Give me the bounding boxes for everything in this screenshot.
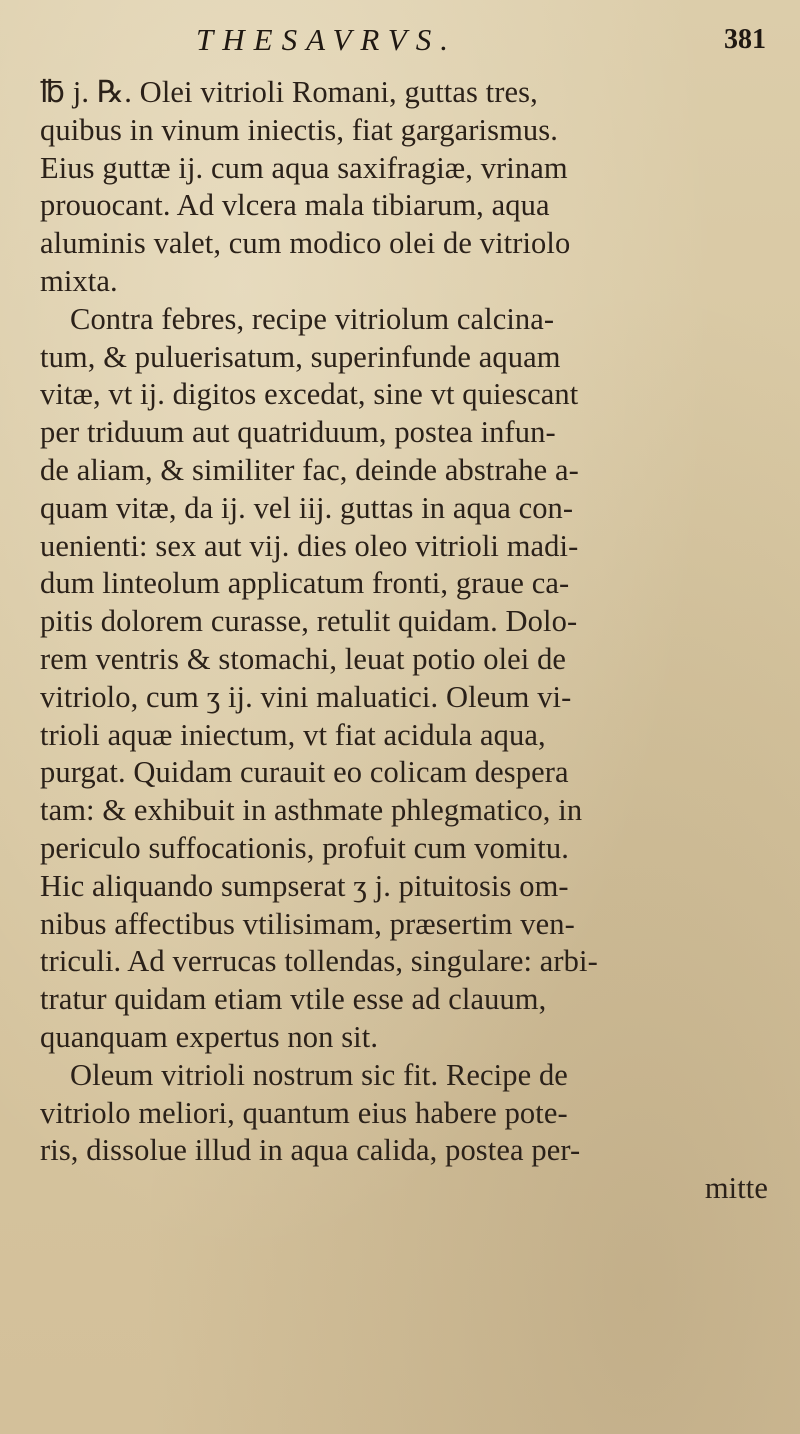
page-number: 381 bbox=[724, 24, 766, 55]
text-line: vitæ, vt ij. digitos excedat, sine vt quiescant bbox=[40, 377, 579, 412]
text-line: quam vitæ, da ij. vel iij. guttas in aqua con- bbox=[40, 490, 574, 525]
text-line: quanquam expertus non sit. bbox=[40, 1019, 379, 1054]
page-header bbox=[196, 22, 766, 62]
body-text bbox=[40, 74, 780, 1208]
text-line: quibus in vinum iniectis, fiat gargarismus. bbox=[40, 112, 558, 147]
text-line: uenienti: sex aut vij. dies oleo vitrioli madi- bbox=[40, 528, 579, 563]
text-line: aluminis valet, cum modico olei de vitriolo bbox=[40, 226, 571, 261]
paragraph-start-line: Oleum vitrioli nostrum sic fit. Recipe de bbox=[70, 1057, 568, 1092]
text-line: dum linteolum applicatum fronti, graue ca- bbox=[40, 566, 570, 601]
text-line: tratur quidam etiam vtile esse ad clauum, bbox=[40, 982, 547, 1017]
text-line: pitis dolorem curasse, retulit quidam. Dolo- bbox=[40, 604, 578, 639]
text-line: Hic aliquando sumpserat ʒ j. pituitosis om- bbox=[40, 868, 569, 903]
text-line: triculi. Ad verrucas tollendas, singulare: arbi- bbox=[40, 944, 598, 979]
text-line: ℔ j. ℞. Olei vitrioli Romani, guttas tres, bbox=[40, 75, 538, 109]
catchword: mitte bbox=[704, 1171, 768, 1206]
text-line: prouocant. Ad vlcera mala tibiarum, aqua bbox=[40, 188, 550, 223]
text-line: per triduum aut quatriduum, postea infun- bbox=[40, 415, 556, 450]
paragraph-start-line: Contra febres, recipe vitriolum calcina- bbox=[70, 301, 555, 336]
text-line: Eius guttæ ij. cum aqua saxifragiæ, vrinam bbox=[40, 150, 568, 185]
text-line: tam: & exhibuit in asthmate phlegmatico, in bbox=[40, 793, 583, 828]
text-line: rem ventris & stomachi, leuat potio olei de bbox=[40, 641, 567, 676]
text-line: nibus affectibus vtilisimam, præsertim ven- bbox=[40, 906, 575, 941]
running-title: THESAVRVS. bbox=[196, 22, 457, 57]
text-line: de aliam, & similiter fac, deinde abstrahe a- bbox=[40, 452, 579, 487]
text-line: vitriolo meliori, quantum eius habere pote- bbox=[40, 1095, 568, 1130]
text-line: trioli aquæ iniectum, vt fiat acidula aqua, bbox=[40, 717, 546, 752]
text-line: ris, dissolue illud in aqua calida, postea per- bbox=[40, 1133, 581, 1168]
text-line: purgat. Quidam curauit eo colicam despera bbox=[40, 755, 569, 790]
text-line: mixta. bbox=[40, 263, 118, 298]
text-line: tum, & puluerisatum, superinfunde aquam bbox=[40, 339, 561, 374]
text-line: vitriolo, cum ʒ ij. vini maluatici. Oleum vi- bbox=[40, 679, 572, 714]
text-line: periculo suffocationis, profuit cum vomitu. bbox=[40, 830, 569, 865]
